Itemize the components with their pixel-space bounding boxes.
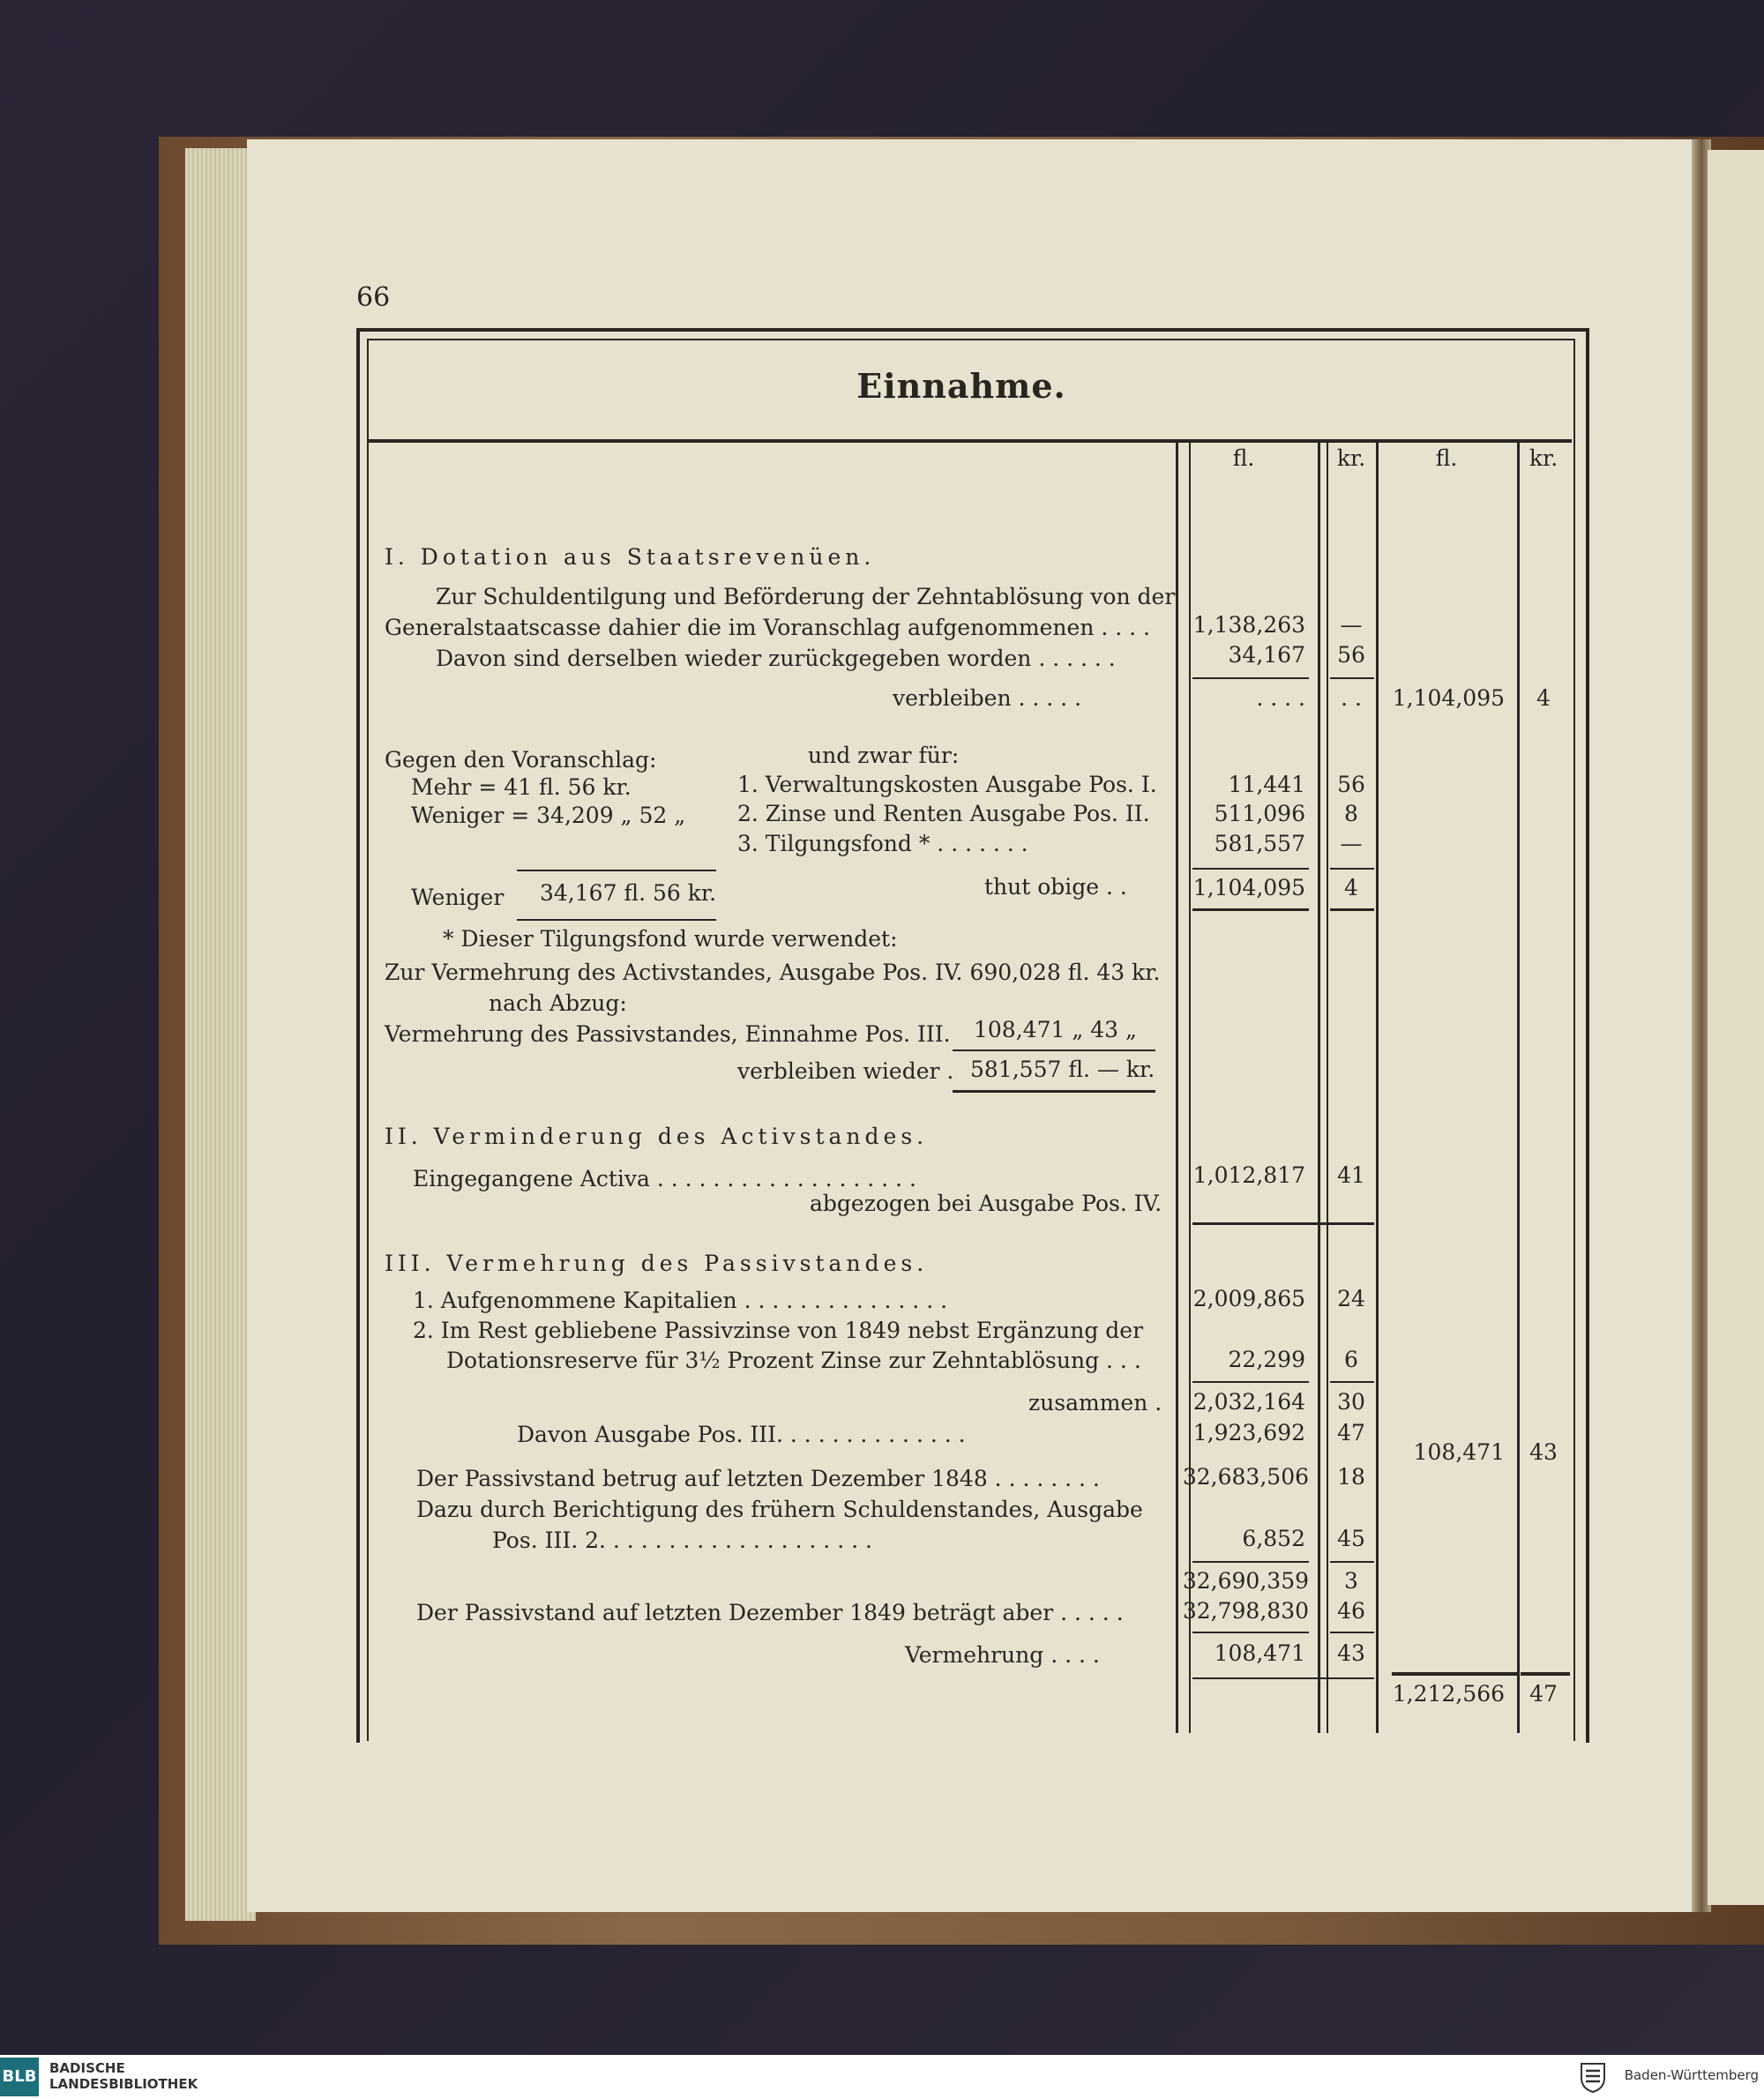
sec3-davon-fl: 1,923,692 bbox=[1192, 1420, 1305, 1445]
sec1-thut-kr: 4 bbox=[1344, 875, 1358, 900]
sec1-item1-fl: 11,441 bbox=[1228, 772, 1305, 797]
sec1-note4-val: 108,471 „ 43 „ bbox=[974, 1017, 1137, 1042]
sec1-rule-4 bbox=[1330, 868, 1374, 870]
sec1-line2: Generalstaatscasse dahier die im Voranschlag aufgenommenen . . . . bbox=[385, 615, 1151, 640]
sec1-verbleiben-fl: 1,104,095 bbox=[1392, 685, 1505, 711]
sec1-und-zwar: und zwar für: bbox=[808, 743, 960, 768]
sec3-vermehrung-fl: 108,471 bbox=[1214, 1640, 1305, 1666]
sec1-line2-kr: — bbox=[1340, 612, 1363, 638]
blb-logo-text[interactable] bbox=[49, 2060, 198, 2092]
sec3-zusammen-fl: 2,032,164 bbox=[1192, 1389, 1305, 1415]
col-header-kr-1: kr. bbox=[1336, 445, 1366, 471]
sec1-verbleiben-dots-fl: . . . . bbox=[1256, 685, 1305, 711]
sec3-davon: Davon Ausgabe Pos. III. . . . . . . . . . . . . . bbox=[517, 1422, 966, 1447]
blb-logo-icon[interactable]: BLB bbox=[0, 2058, 39, 2096]
sec2-line1: Eingegangene Activa . . . . . . . . . . . . . . . . . . . bbox=[413, 1166, 916, 1191]
sec3-dazu-kr: 45 bbox=[1337, 1526, 1365, 1551]
sec1-gegen: Gegen den Voranschlag: bbox=[385, 747, 657, 773]
page-number: 66 bbox=[356, 282, 391, 313]
sec1-note3: nach Abzug: bbox=[489, 990, 627, 1016]
sec3-dazu-a: Dazu durch Berichtigung des frühern Schuldenstandes, Ausgabe bbox=[416, 1497, 1143, 1522]
sec1-item3-kr: — bbox=[1340, 831, 1363, 856]
sec1-weniger-total: 34,167 fl. 56 kr. bbox=[540, 880, 717, 906]
sec1-mehr: Mehr = 41 fl. 56 kr. bbox=[411, 774, 632, 800]
sec1-item3-fl: 581,557 bbox=[1214, 831, 1305, 856]
sec1-note5: verbleiben wieder . bbox=[737, 1058, 954, 1084]
sec3-rule-4 bbox=[1330, 1561, 1374, 1563]
sec1-rule-3 bbox=[1192, 868, 1309, 870]
sec3-net-kr: 43 bbox=[1529, 1439, 1558, 1465]
col-header-fl-1: fl. bbox=[1232, 445, 1255, 471]
sec3-item2-kr: 6 bbox=[1344, 1347, 1358, 1372]
sec3-davon-kr: 47 bbox=[1337, 1420, 1365, 1445]
sec1-rule-6 bbox=[1330, 908, 1374, 911]
sec3-passiv-1848: Der Passivstand betrug auf letzten Dezember 1848 . . . . . . . . bbox=[416, 1466, 1100, 1491]
sec1-note5-val: 581,557 fl. — kr. bbox=[970, 1057, 1155, 1082]
sec1-verbleiben-dots-kr: . . bbox=[1341, 685, 1362, 711]
sec1-rule-5 bbox=[1192, 908, 1309, 911]
sec1-verbleiben-kr: 4 bbox=[1536, 685, 1551, 711]
sec3-zusammen: zusammen . bbox=[1028, 1390, 1162, 1416]
sec1-weniger-total-label: Weniger bbox=[411, 885, 505, 910]
sec2-line2: abgezogen bei Ausgabe Pos. IV. bbox=[810, 1191, 1162, 1216]
sec3-item1: 1. Aufgenommene Kapitalien . . . . . . . . . . . . . . . bbox=[413, 1288, 948, 1313]
sec1-item3: 3. Tilgungsfond * . . . . . . . bbox=[737, 831, 1028, 856]
sec3-rule-6 bbox=[1330, 1632, 1374, 1633]
col-line-1 bbox=[1176, 441, 1178, 1733]
section-3-heading: III. Vermehrung des Passivstandes. bbox=[385, 1251, 929, 1276]
sec1-line3-fl: 34,167 bbox=[1228, 642, 1305, 668]
facing-page bbox=[1708, 150, 1764, 1905]
baden-wuerttemberg-emblem-icon bbox=[1579, 2060, 1607, 2094]
sec3-vermehrung: Vermehrung . . . . bbox=[905, 1642, 1100, 1668]
sec1-item2: 2. Zinse und Renten Ausgabe Pos. II. bbox=[737, 801, 1150, 826]
section-1-heading: I. Dotation aus Staatsrevenüen. bbox=[385, 544, 876, 570]
sec1-item2-kr: 8 bbox=[1344, 801, 1358, 826]
total-rule-left bbox=[1192, 1677, 1374, 1679]
sec1-weniger-rule-bottom bbox=[517, 919, 716, 921]
grand-total-fl: 1,212,566 bbox=[1392, 1681, 1505, 1707]
sec1-note1: * Dieser Tilgungsfond wurde verwendet: bbox=[443, 926, 898, 952]
header-rule bbox=[369, 439, 1572, 443]
sec3-item2-fl: 22,299 bbox=[1228, 1347, 1305, 1372]
sec1-weniger-rule-top bbox=[517, 870, 716, 871]
sec2-rule-1 bbox=[1192, 1222, 1374, 1225]
blb-logo-line2: LANDESBIBLIOTHEK bbox=[49, 2076, 198, 2092]
sec1-rule-1 bbox=[1192, 677, 1309, 679]
section-2-heading: II. Verminderung des Activstandes. bbox=[385, 1124, 929, 1149]
sec3-dazu-b: Pos. III. 2. . . . . . . . . . . . . . . . . . . . bbox=[492, 1528, 872, 1553]
grand-total-kr: 47 bbox=[1529, 1681, 1558, 1707]
sec1-item2-fl: 511,096 bbox=[1214, 801, 1305, 826]
page-edges bbox=[185, 148, 256, 1921]
sec3-item2b: Dotationsreserve für 3½ Prozent Zinse zur Zehntablösung . . . bbox=[446, 1348, 1141, 1373]
sec3-sum-fl: 32,690,359 bbox=[1182, 1568, 1309, 1594]
col-header-kr-2: kr. bbox=[1529, 445, 1558, 471]
col-line-6 bbox=[1517, 441, 1520, 1733]
sec1-verbleiben: verbleiben . . . . . bbox=[893, 685, 1082, 711]
sec1-line1: Zur Schuldentilgung und Beförderung der Zehntablösung von der bbox=[436, 584, 1176, 609]
sec3-rule-3 bbox=[1192, 1561, 1309, 1563]
sec1-note-rule-1 bbox=[953, 1050, 1155, 1051]
sec1-line3: Davon sind derselben wieder zurückgegeben worden . . . . . . bbox=[436, 646, 1116, 671]
sec3-rule-5 bbox=[1192, 1632, 1309, 1633]
sec3-item1-kr: 24 bbox=[1337, 1286, 1365, 1311]
sec3-vermehrung-kr: 43 bbox=[1337, 1640, 1365, 1666]
viewer-footer bbox=[0, 2055, 1764, 2099]
sec1-item1: 1. Verwaltungskosten Ausgabe Pos. I. bbox=[737, 772, 1157, 797]
sec1-line3-kr: 56 bbox=[1337, 642, 1365, 668]
sec3-net-fl: 108,471 bbox=[1413, 1439, 1505, 1465]
sec3-dazu-fl: 6,852 bbox=[1242, 1526, 1305, 1551]
page-title: Einnahme. bbox=[856, 366, 1066, 406]
sec1-note-rule-2 bbox=[953, 1090, 1155, 1093]
baden-wuerttemberg-label: Baden-Württemberg bbox=[1624, 2067, 1759, 2083]
sec3-passiv-1849-fl: 32,798,830 bbox=[1182, 1598, 1309, 1624]
sec1-note4: Vermehrung des Passivstandes, Einnahme Pos. III. bbox=[385, 1021, 951, 1047]
sec3-rule-1 bbox=[1192, 1381, 1309, 1383]
col-header-fl-2: fl. bbox=[1435, 445, 1458, 471]
sec3-sum-kr: 3 bbox=[1344, 1568, 1358, 1594]
sec3-passiv-1849-kr: 46 bbox=[1337, 1598, 1365, 1624]
sec3-item2a: 2. Im Rest gebliebene Passivzinse von 1849 nebst Ergänzung der bbox=[413, 1318, 1144, 1343]
sec1-rule-2 bbox=[1330, 677, 1374, 679]
col-line-3 bbox=[1318, 441, 1320, 1733]
sec3-rule-2 bbox=[1330, 1381, 1374, 1383]
col-line-5 bbox=[1376, 441, 1379, 1733]
blb-logo-line1: BADISCHE bbox=[49, 2060, 125, 2076]
sec3-zusammen-kr: 30 bbox=[1337, 1389, 1365, 1415]
sec2-line1-kr: 41 bbox=[1337, 1162, 1365, 1188]
total-rule-right bbox=[1392, 1672, 1517, 1676]
sec3-passiv-1849: Der Passivstand auf letzten Dezember 1849 beträgt aber . . . . . bbox=[416, 1600, 1124, 1625]
sec1-item1-kr: 56 bbox=[1337, 772, 1365, 797]
sec1-note2: Zur Vermehrung des Activstandes, Ausgabe Pos. IV. 690,028 fl. 43 kr. bbox=[385, 960, 1161, 985]
total-rule-right-kr bbox=[1521, 1672, 1570, 1676]
sec3-item1-fl: 2,009,865 bbox=[1192, 1286, 1305, 1311]
sec1-weniger: Weniger = 34,209 „ 52 „ bbox=[411, 803, 686, 828]
sec2-line1-fl: 1,012,817 bbox=[1192, 1162, 1305, 1188]
sec1-line2-fl: 1,138,263 bbox=[1192, 612, 1305, 638]
sec3-passiv-1848-fl: 32,683,506 bbox=[1182, 1464, 1309, 1490]
sec1-thut-obige: thut obige . . bbox=[984, 874, 1127, 900]
sec3-passiv-1848-kr: 18 bbox=[1337, 1464, 1365, 1490]
sec1-thut-fl: 1,104,095 bbox=[1192, 875, 1305, 900]
